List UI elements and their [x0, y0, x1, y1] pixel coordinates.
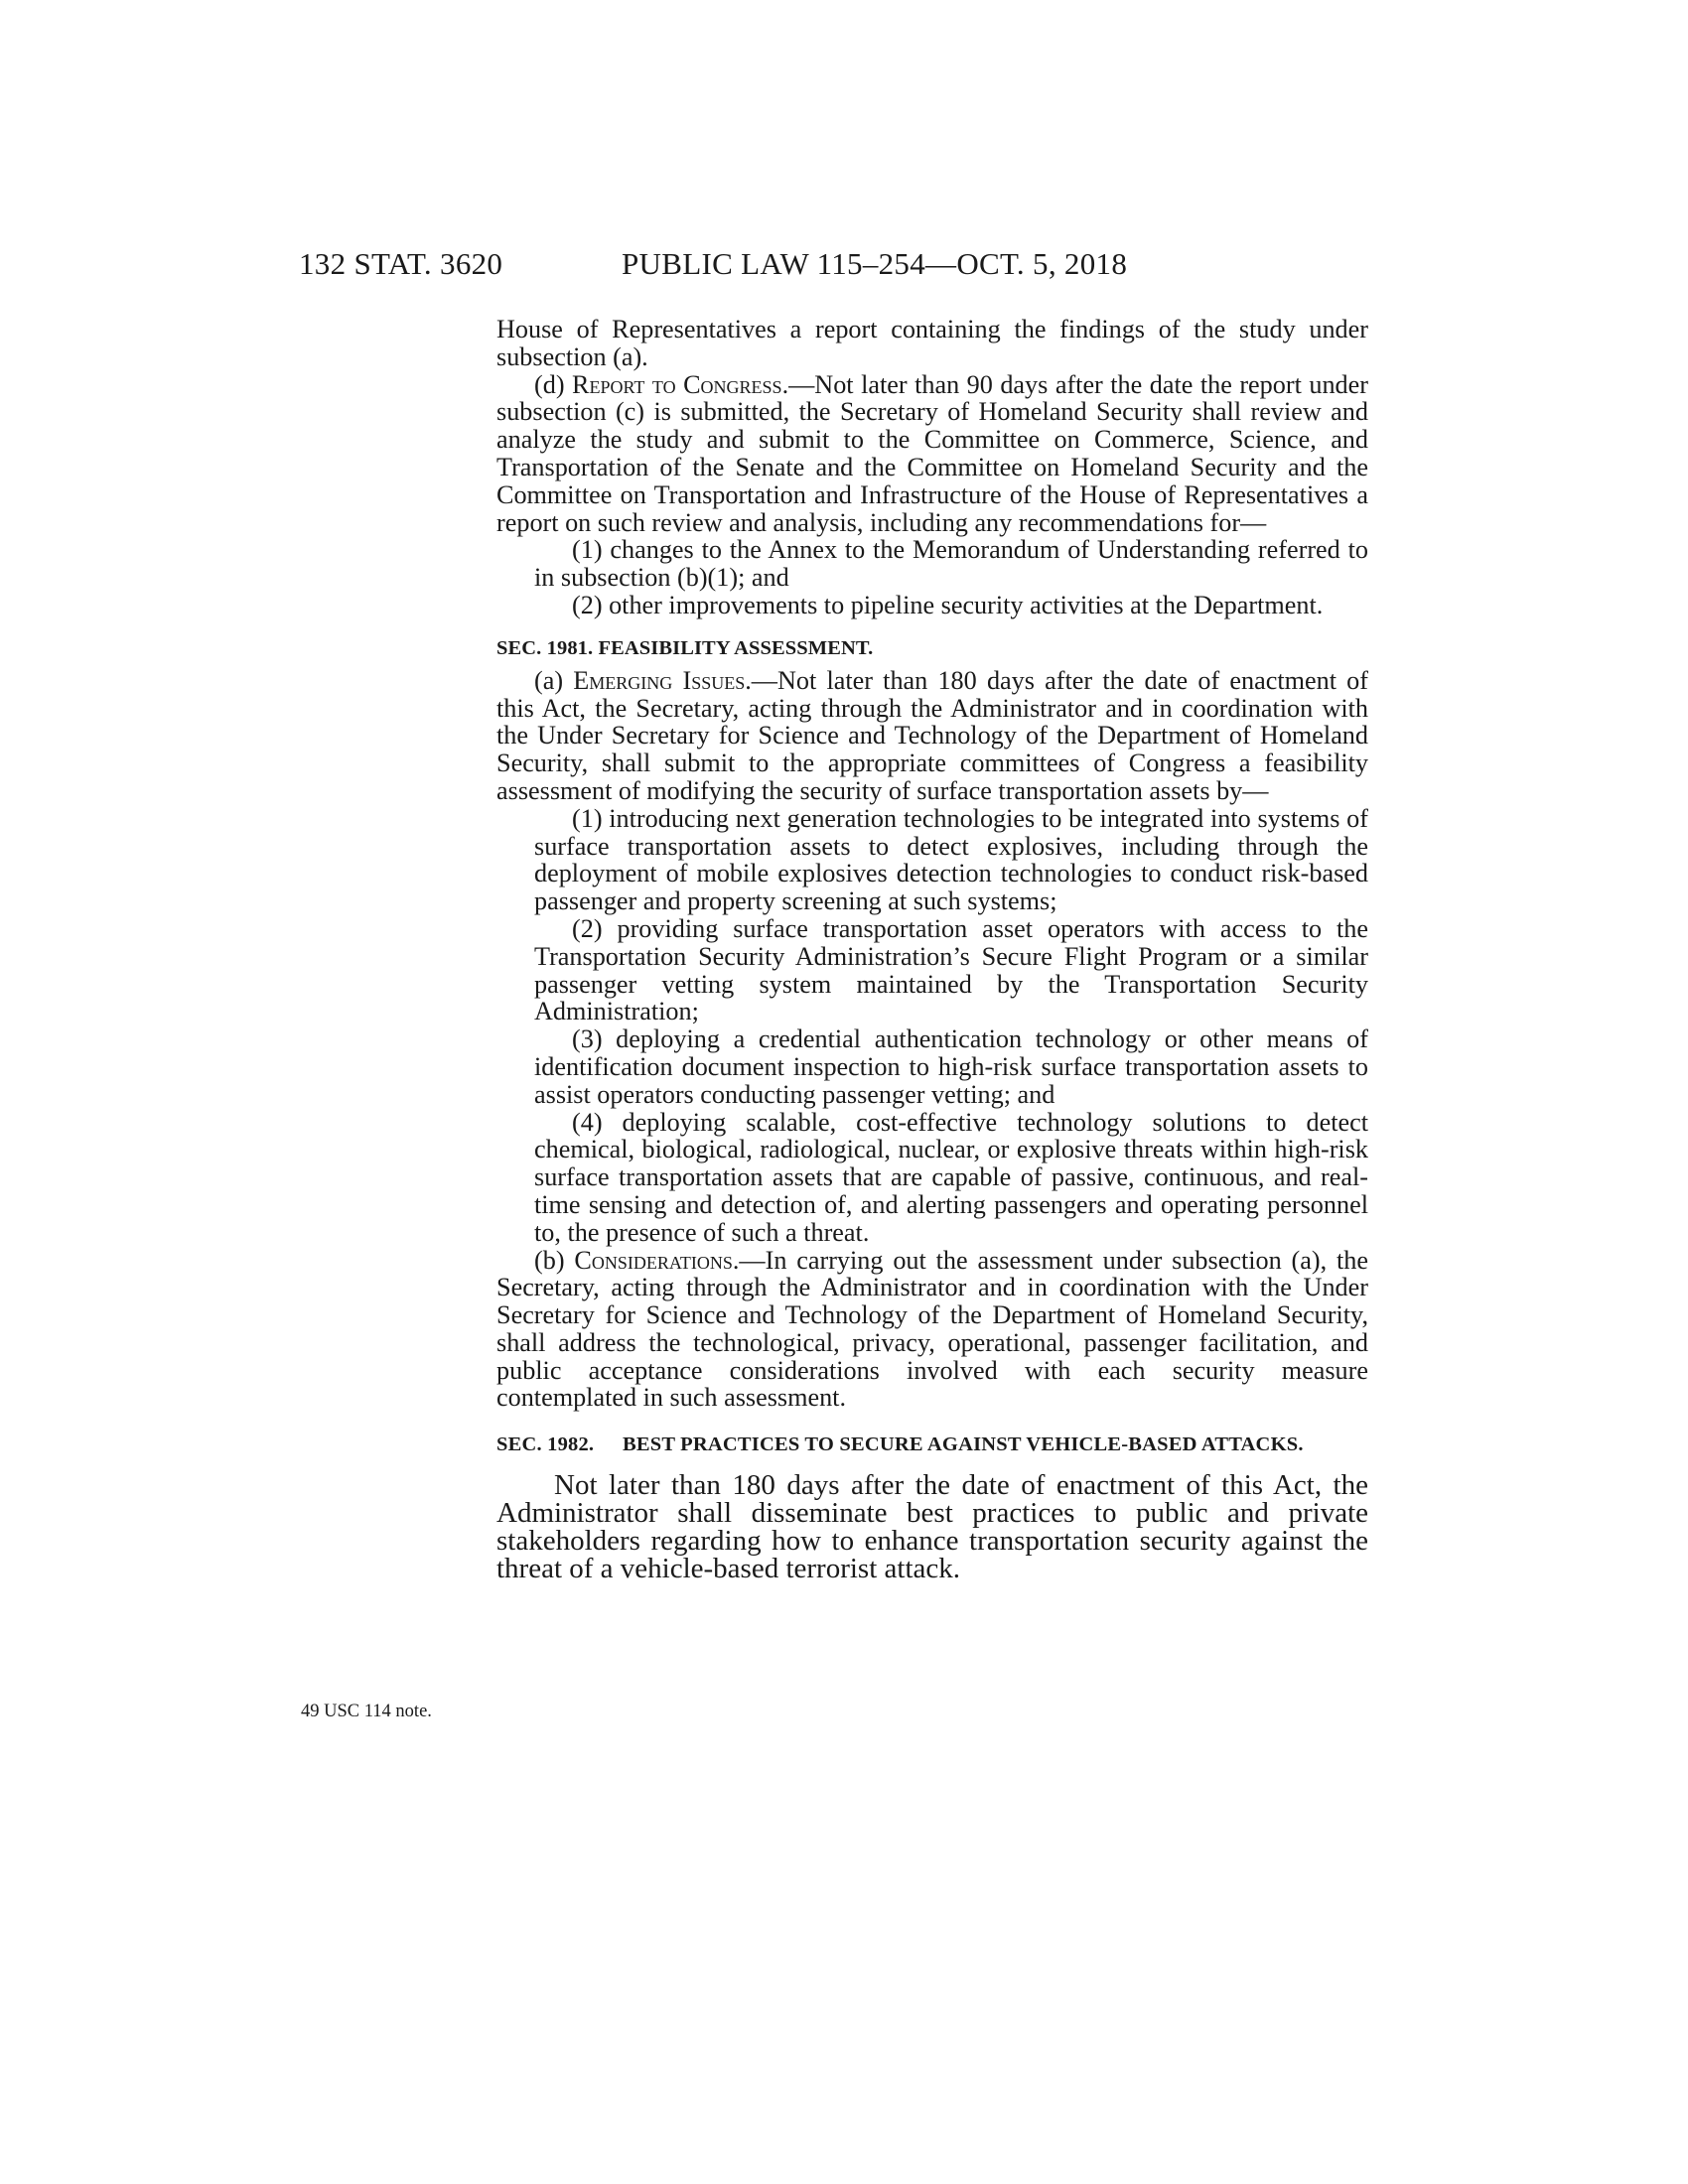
subsection-text: .—Not later than 90 days after the date the report under subsection (c) is submitted, the Secretary of Homeland Security shall review and analyze the study and submit to the Committee on Commerce, Science, and Transportation of the Senate and the Committee on Homeland Security and the Committee on Transportation and Infrastructure of the House of Representatives a report on such review and analysis, including any recommendations for—: [496, 369, 1368, 537]
list-item: (2) providing surface transportation asset operators with access to the Transportation Security Administration’s Secure Flight Program or a similar passenger vetting system maintained by the Transportation Security Administration;: [534, 913, 1368, 1026]
paragraph-report-to-congress: [496, 371, 1368, 537]
document-body: [496, 315, 1368, 1585]
section-heading-1981: SEC. 1981. FEASIBILITY ASSESSMENT.: [496, 636, 874, 659]
margin-note-usc: 49 USC 114 note.: [301, 1702, 432, 1721]
statute-page-reference: 132 STAT. 3620: [299, 246, 503, 281]
paragraph-continuation: House of Representatives a report containing the findings of the study under subsection (a).: [496, 315, 1368, 371]
subsection-heading: Report to Congress: [572, 369, 782, 399]
section-number: SEC. 1982.: [496, 1433, 595, 1456]
running-header-title: PUBLIC LAW 115–254—OCT. 5, 2018: [622, 246, 1128, 281]
section-heading-1982: [496, 1432, 1368, 1457]
list-item: (1) changes to the Annex to the Memorandum of Understanding referred to in subsection (b)(1); and: [534, 535, 1368, 593]
subsection-label: (b): [534, 1245, 575, 1275]
list-item: (4) deploying scalable, cost-effective technology solutions to detect chemical, biological, radiological, nuclear, or explosive threats within high-risk surface transportation assets that are capable of passive, continuous, and real-time sensing and detection of, and alerting passengers and operating personnel to, the presence of such a threat.: [534, 1107, 1368, 1247]
subsection-label: (d): [534, 369, 573, 399]
paragraph-emerging-issues: [496, 667, 1368, 805]
subsection-heading: Emerging Issues: [573, 665, 746, 695]
paragraph-best-practices: Not later than 180 days after the date of enactment of this Act, the Administrator shall disseminate best practices to public and private stakeholders regarding how to enhance transportation security against the threat of a vehicle-based terrorist attack.: [496, 1469, 1368, 1585]
list-item: (2) other improvements to pipeline security activities at the Department.: [572, 590, 1324, 619]
section-title: BEST PRACTICES TO SECURE AGAINST VEHICLE-BASED ATTACKS.: [623, 1433, 1304, 1456]
list-item: (1) introducing next generation technologies to be integrated into systems of surface transportation assets to detect explosives, including through the deployment of mobile explosives detection technologies to conduct risk-based passenger and property screening at such systems;: [534, 803, 1368, 916]
subsection-label: (a): [534, 665, 574, 695]
subsection-text: .—In carrying out the assessment under subsection (a), the Secretary, acting through the Administrator and in coordination with the Under Secretary for Science and Technology of the Department of Homeland Security, shall address the technological, privacy, operational, passenger facilitation, and public acceptance considerations involved with each security measure contemplated in such assessment.: [496, 1245, 1368, 1413]
subsection-heading: Considerations: [574, 1245, 733, 1275]
paragraph-considerations: [496, 1247, 1368, 1413]
list-item: (3) deploying a credential authentication technology or other means of identification document inspection to high-risk surface transportation assets to assist operators conducting passenger vetting; and: [534, 1024, 1368, 1109]
subsection-text: .—Not later than 180 days after the date of enactment of this Act, the Secretary, acting through the Administrator and in coordination with the Under Secretary for Science and Technology of the Department of Homeland Security, shall submit to the appropriate committees of Congress a feasibility assessment of modifying the security of surface transportation assets by—: [496, 665, 1368, 805]
